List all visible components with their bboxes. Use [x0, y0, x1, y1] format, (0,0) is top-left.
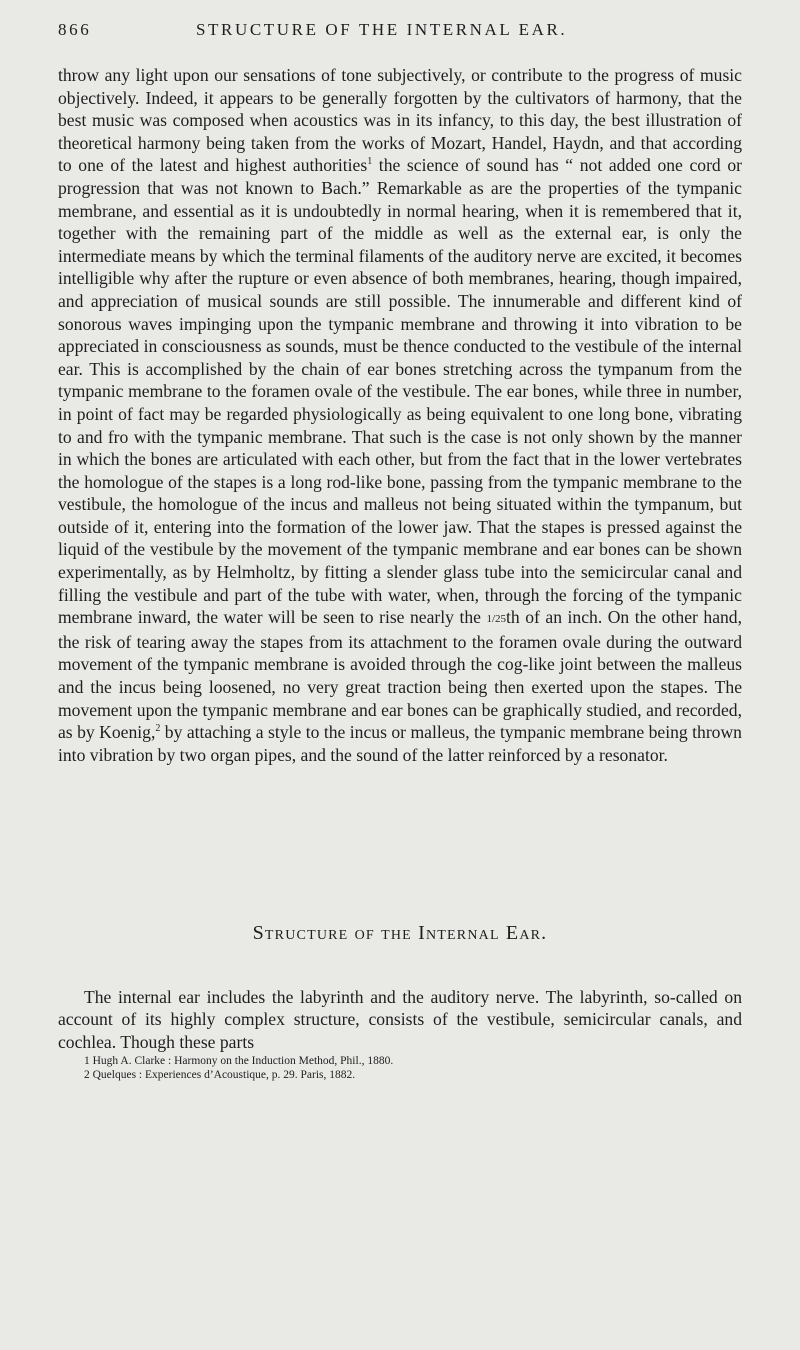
text-segment-b: the science of sound has “ not added one cord or progression that was not known to Bach.” Remarkable as are the properties of the tympanic membrane, and essential as it is undoubtedly in normal hearing, when it is remembered that it, together with the remaining part of the middle as well as the external ear, is only the intermediate means by which the terminal filaments of the auditory nerve are excited, it becomes intelligible why after the rupture or even absence of both membranes, hearing, though impaired, and appreciation of musical sounds are still possible. The innumerable and different kind of sonorous waves impinging upon the tympanic membrane and throwing it into vibration to be appreciated in consciousness as sounds, must be thence conducted to the vestibule of the internal ear. This is accomplished by the chain of ear bones stretching across the tympanum from the tympanic membrane to the foramen ovale of the vestibule. The ear bones, while three in number, in point of fact may be regarded physiologically as being equivalent to one long bone, vibrating to and fro with the tympanic membrane. That such is the case is not only shown by the manner in which the bones are articulated with each other, but from the fact that in the lower vertebrates the homologue of the stapes is a long rod-like bone, passing from the tympanic membrane to the vestibule, the homologue of the incus and malleus not being situated within the tympanum, but outside of it, entering into the formation of the lower jaw. That the stapes is pressed against the liquid of the vestibule by the movement of the tympanic membrane and ear bones can be shown experimentally, as by Helmholtz, by fitting a slender glass tube into the semicircular canal and filling the vestibule and part of the tube with water, when, through the forcing of the tympanic membrane inward, the water will be seen to rise nearly the — [58, 155, 742, 628]
footnote-ref-2: 2 — [155, 723, 161, 735]
footnote-1: 1 Hugh A. Clarke : Harmony on the Induction Method, Phil., 1880. — [84, 1055, 394, 1067]
page-number: 866 — [58, 20, 92, 39]
text-segment-d: by attaching a style to the incus or malleus, the tympanic membrane being thrown into vibration by two organ pipes, and the sound of the latter reinforced by a resonator. — [58, 722, 742, 765]
section-heading: Structure of the Internal Ear. — [252, 922, 548, 944]
running-title: STRUCTURE OF THE INTERNAL EAR. — [196, 20, 568, 39]
paragraph-continued — [58, 64, 742, 766]
body-text — [58, 64, 742, 766]
fraction: 1/25 — [486, 613, 507, 626]
footnote-2: 2 Quelques : Experiences d’Acoustique, p. 29. Paris, 1882. — [84, 1069, 356, 1081]
footnotes — [58, 1054, 742, 1082]
footnote-ref-1: 1 — [367, 156, 373, 168]
text-segment-c: th of an inch. On the other hand, the risk of tearing away the stapes from its attachment to the foramen ovale during the outward movement of the tympanic membrane is avoided through the cog-like joint between the malleus and the incus being loosened, no very great traction being then exerted upon the stapes. The movement upon the tympanic membrane and ear bones can be graphically studied, and recorded, as by Koenig, — [58, 607, 743, 743]
section-paragraph: The internal ear includes the labyrinth and the auditory nerve. The labyrinth, so-called on account of its highly complex structure, consists of the vestibule, semicircular canals, and cochlea. Though these parts — [58, 986, 742, 1052]
running-head — [58, 20, 742, 50]
text-segment-a: throw any light upon our sensations of tone subjectively, or contribute to the progress of music objectively. Indeed, it appears to be generally forgotten by the cultivators of harmony, that the best music was composed when acoustics was in its infancy, to this day, the best illustration of theoretical harmony being taken from the works of Mozart, Handel, Haydn, and that according to one of the latest and highest authorities — [58, 65, 742, 176]
